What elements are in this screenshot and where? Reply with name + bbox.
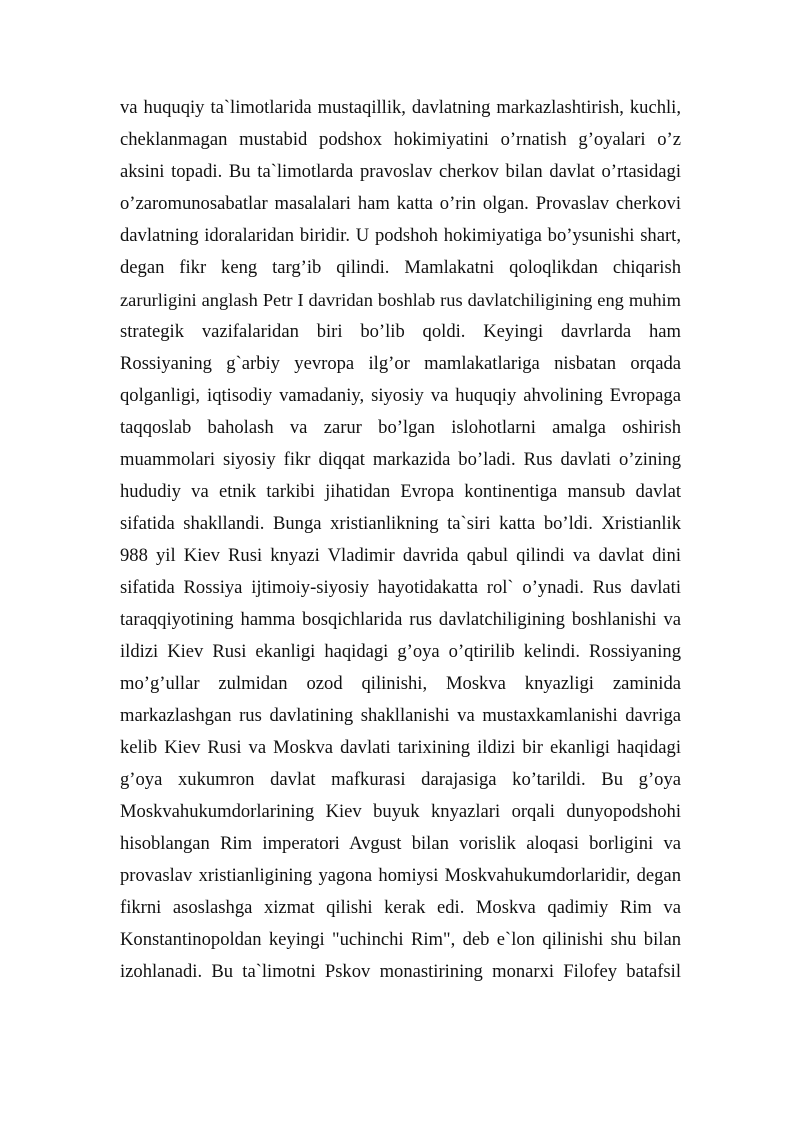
text-line: provaslav xristianligining yagona homiysi Moskvahukumdorlaridir, degan: [120, 865, 681, 886]
text-line: Moskvahukumdorlarining Kiev buyuk knyazlari orqali dunyopodshohi: [120, 801, 681, 822]
text-line: fikrni asoslashga xizmat qilishi kerak edi. Moskva qadimiy Rim va: [120, 897, 681, 918]
text-line: sifatida Rossiya ijtimoiy-siyosiy hayotidakatta rol` o’ynadi. Rus davlati: [120, 577, 681, 598]
text-line: 988 yil Kiev Rusi knyazi Vladimir davrida qabul qilindi va davlat dini: [120, 545, 681, 566]
text-line: g’oya xukumron davlat mafkurasi darajasiga ko’tarildi. Bu g’oya: [120, 769, 681, 790]
text-line: qolganligi, iqtisodiy vamadaniy, siyosiy va huquqiy ahvolining Evropaga: [120, 385, 681, 406]
text-line: taraqqiyotining hamma bosqichlarida rus davlatchiligining boshlanishi va: [120, 609, 681, 630]
text-line: hisoblangan Rim imperatori Avgust bilan vorislik aloqasi borligini va: [120, 833, 681, 854]
text-line: mo’g’ullar zulmidan ozod qilinishi, Moskva knyazligi zaminida: [120, 673, 681, 694]
text-line: Konstantinopoldan keyingi "uchinchi Rim", deb e`lon qilinishi shu bilan: [120, 929, 681, 950]
body-text: [120, 92, 681, 988]
text-line: zarurligini anglash Petr I davridan boshlab rus davlatchiligining eng muhim: [120, 290, 681, 310]
text-line: kelib Kiev Rusi va Moskva davlati tarixining ildizi bir ekanligi haqidagi: [120, 737, 681, 758]
text-line: markazlashgan rus davlatining shakllanishi va mustaxkamlanishi davriga: [120, 705, 681, 726]
text-line: izohlanadi. Bu ta`limotni Pskov monastirining monarxi Filofey batafsil: [120, 961, 681, 982]
text-line: hududiy va etnik tarkibi jihatidan Evropa kontinentiga mansub davlat: [120, 481, 681, 502]
text-line: strategik vazifalaridan biri bo’lib qoldi. Keyingi davrlarda ham: [120, 321, 681, 342]
text-line: va huquqiy ta`limotlarida mustaqillik, davlatning markazlashtirish, kuchli,: [120, 97, 681, 118]
text-line: degan fikr keng targ’ib qilindi. Mamlakatni qoloqlikdan chiqarish: [120, 257, 681, 278]
text-line: taqqoslab baholash va zarur bo’lgan islohotlarni amalga oshirish: [120, 417, 681, 438]
text-line: o’zaromunosabatlar masalalari ham katta o’rin olgan. Provaslav cherkovi: [120, 193, 681, 214]
text-line: ildizi Kiev Rusi ekanligi haqidagi g’oya o’qtirilib kelindi. Rossiyaning: [120, 641, 681, 662]
text-line: davlatning idoralaridan biridir. U podshoh hokimiyatiga bo’ysunishi shart,: [120, 225, 681, 246]
text-line: aksini topadi. Bu ta`limotlarda pravoslav cherkov bilan davlat o’rtasidagi: [120, 161, 681, 182]
text-line: muammolari siyosiy fikr diqqat markazida bo’ladi. Rus davlati o’zining: [120, 449, 681, 470]
text-line: cheklanmagan mustabid podshox hokimiyatini o’rnatish g’oyalari o’z: [120, 129, 681, 150]
text-line: Rossiyaning g`arbiy yevropa ilg’or mamlakatlariga nisbatan orqada: [120, 353, 681, 374]
text-line: sifatida shakllandi. Bunga xristianlikning ta`siri katta bo’ldi. Xristianlik: [120, 513, 681, 534]
